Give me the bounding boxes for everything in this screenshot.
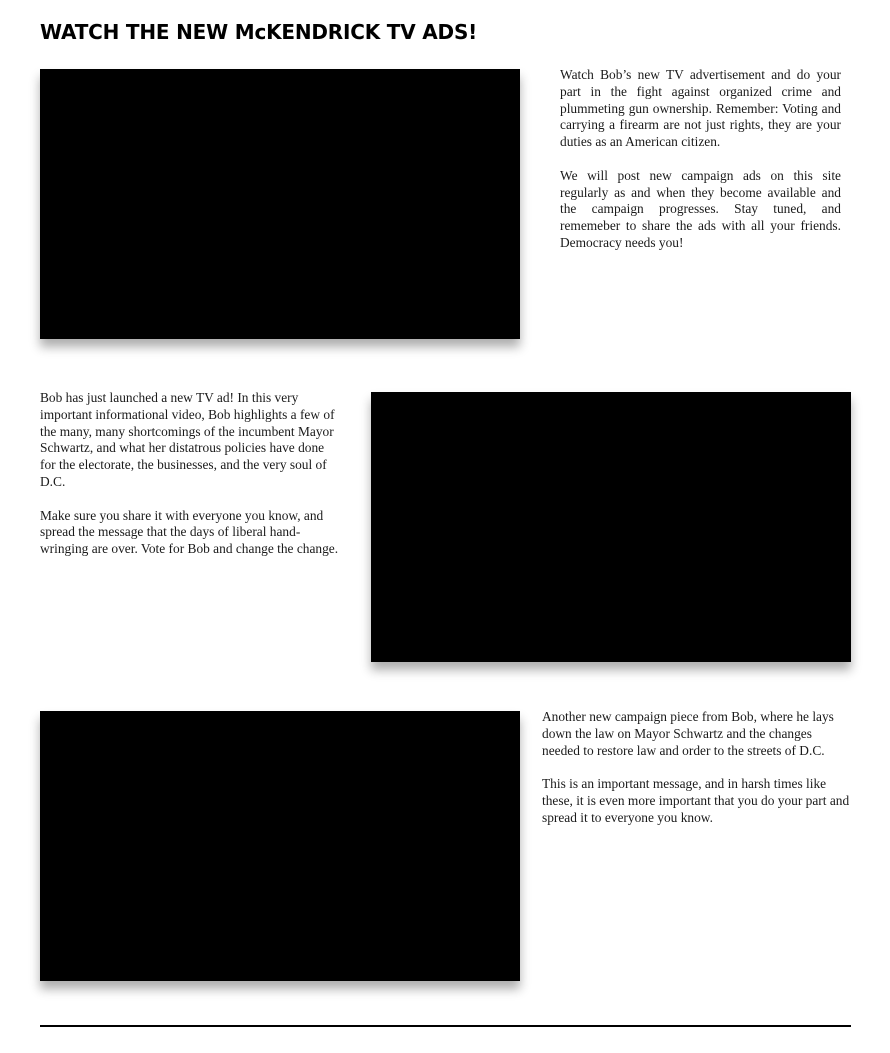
ad-3-paragraph-2: This is an important message, and in harsh times like these, it is even more important that you do your part and spread it to everyone you know.: [542, 776, 850, 825]
ad-2-paragraph-1: Bob has just launched a new TV ad! In this very important informational video, Bob highlights a few of the many, many shortcomings of the incumbent Mayor Schwartz, and what her distatrous policies have done for the electorate, the businesses, and the very soul of D.C.: [40, 390, 335, 489]
ad-1-paragraph-2: We will post new campaign ads on this site regularly as and when they become available and the campaign progresses. Stay tuned, and rememeber to share the ads with all your friends. Democracy needs you!: [560, 167, 841, 250]
ad-2-paragraph-2: Make sure you share it with everyone you know, and spread the message that the days of liberal hand-wringing are over. Vote for Bob and change the change.: [40, 507, 339, 557]
ad-description-2: [40, 390, 340, 575]
footer-divider: [40, 1025, 851, 1027]
ad-3-paragraph-1: Another new campaign piece from Bob, where he lays down the law on Mayor Schwartz and the changes needed to restore law and order to the streets of D.C.: [542, 709, 834, 758]
video-player-1[interactable]: [40, 69, 520, 339]
ad-description-3: [542, 709, 851, 843]
video-player-3[interactable]: [40, 711, 520, 981]
video-player-2[interactable]: [371, 392, 851, 662]
ad-1-paragraph-1: Watch Bob’s new TV advertisement and do your part in the fight against organized crime and plummeting gun ownership. Remember: Voting and carrying a firearm are not just rights, they are your duties as an American citizen.: [560, 67, 841, 150]
ad-description-1: [560, 67, 841, 269]
page-title: WATCH THE NEW McKENDRICK TV ADS!: [40, 20, 478, 44]
